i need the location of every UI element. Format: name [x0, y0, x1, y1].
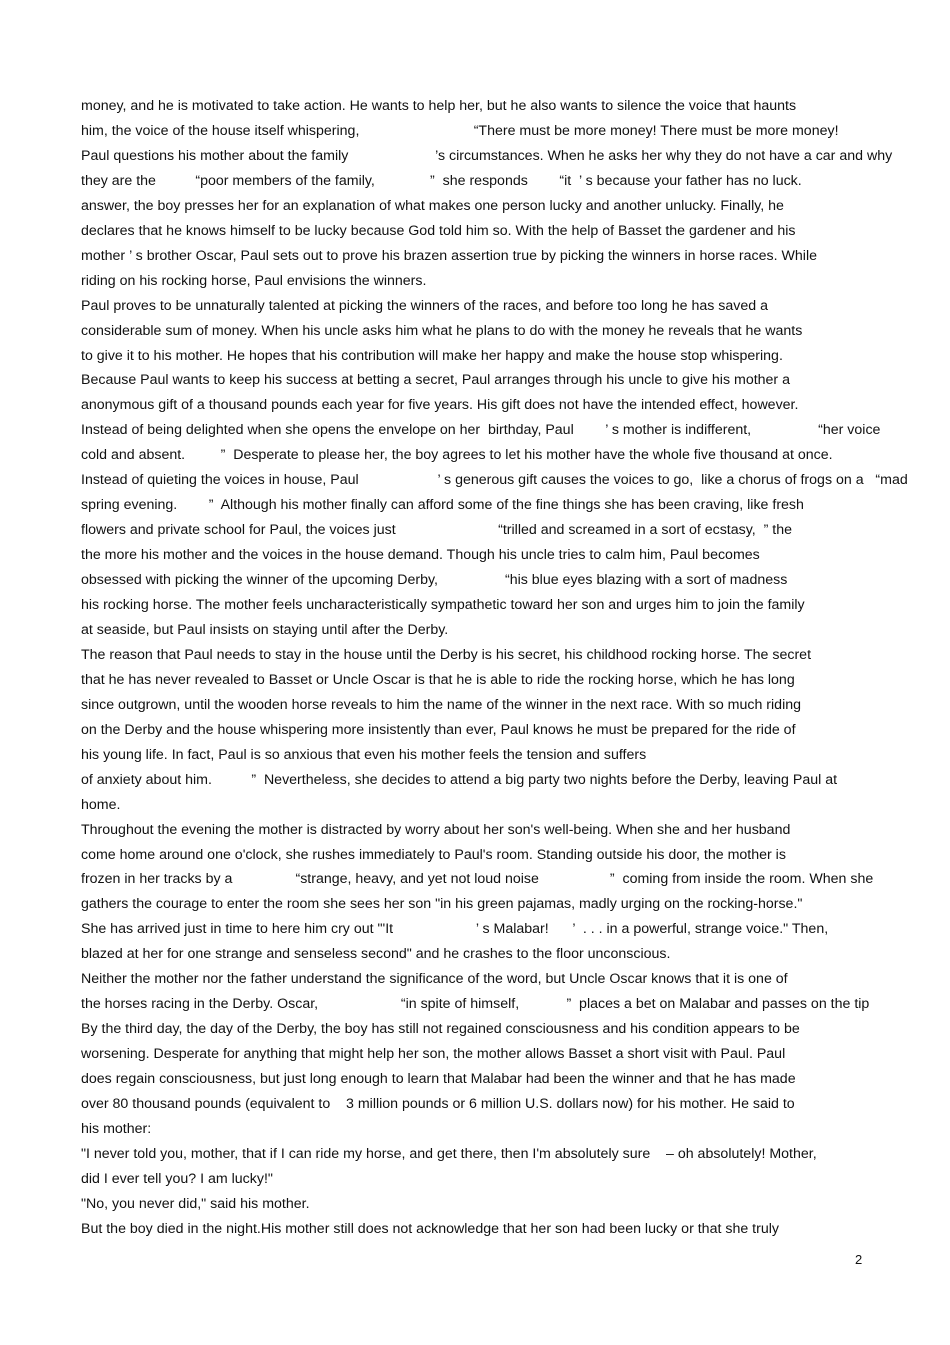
- text-line: By the third day, the day of the Derby, the boy has still not regained consciousness and his condition appears to be: [81, 1021, 800, 1038]
- text-line: did I ever tell you? I am lucky!": [81, 1170, 273, 1187]
- text-line: Because Paul wants to keep his success at betting a secret, Paul arranges through his uncle to give his mother a: [81, 372, 790, 389]
- text-line: Throughout the evening the mother is distracted by worry about her son's well-being. When she and her husband: [81, 821, 791, 838]
- text-line: at seaside, but Paul insists on staying until after the Derby.: [81, 621, 449, 638]
- text-line: does regain consciousness, but just long enough to learn that Malabar had been the winner and that he has made: [81, 1071, 796, 1088]
- text-line: "No, you never did," said his mother.: [81, 1195, 310, 1212]
- text-line: to give it to his mother. He hopes that his contribution will make her happy and make the house stop whispering.: [81, 347, 783, 364]
- text-line: anonymous gift of a thousand pounds each year for five years. His gift does not have the intended effect, however.: [81, 397, 799, 414]
- text-line: his rocking horse. The mother feels uncharacteristically sympathetic toward her son and urges him to join the family: [81, 597, 805, 613]
- text-line: over 80 thousand pounds (equivalent to 3 million pounds or 6 million U.S. dollars now) for his mother. He said to: [81, 1096, 795, 1112]
- text-line: Paul proves to be unnaturally talented at picking the winners of the races, and before too long he has saved a: [81, 297, 768, 314]
- text-line: frozen in her tracks by a “strange, heavy, and yet not loud noise ” coming from inside the room. When she: [81, 871, 874, 888]
- text-line: the more his mother and the voices in the house demand. Though his uncle tries to calm him, Paul becomes: [81, 547, 760, 564]
- text-line: Neither the mother nor the father understand the significance of the word, but Uncle Oscar knows that it is one of: [81, 971, 788, 988]
- text-line: mother ’ s brother Oscar, Paul sets out to prove his brazen assertion true by picking the winners in horse races. While: [81, 247, 817, 264]
- text-line: him, the voice of the house itself whispering, “There must be more money! There must be more money!: [81, 122, 839, 139]
- text-line: on the Derby and the house whispering more insistently than ever, Paul knows he must be prepared for the ride of: [81, 721, 796, 738]
- text-line: spring evening. ” Although his mother finally can afford some of the fine things she has been craving, like fresh: [81, 497, 804, 514]
- text-line: his young life. In fact, Paul is so anxious that even his mother feels the tension and suffers: [81, 746, 647, 763]
- text-line: worsening. Desperate for anything that might help her son, the mother allows Basset a short visit with Paul. Paul: [81, 1046, 786, 1063]
- text-line: Instead of being delighted when she opens the envelope on her birthday, Paul ’ s mother is indifferent, “her voice: [81, 422, 881, 439]
- text-line: "I never told you, mother, that if I can ride my horse, and get there, then I'm absolutely sure – oh absolutely! Mother,: [81, 1145, 817, 1162]
- text-line: She has arrived just in time to here him cry out "'It ’ s Malabar! ’ . . . in a powerful, strange voice." Then,: [81, 921, 829, 938]
- text-line: obsessed with picking the winner of the upcoming Derby, “his blue eyes blazing with a sort of madness: [81, 572, 788, 589]
- text-line: they are the “poor members of the family, ” she responds “it ’ s because your father has no luck.: [81, 172, 802, 189]
- text-line: the horses racing in the Derby. Oscar, “in spite of himself, ” places a bet on Malabar and passes on the tip: [81, 996, 870, 1013]
- text-line: riding on his rocking horse, Paul envisions the winners.: [81, 272, 427, 289]
- text-line: that he has never revealed to Basset or Uncle Oscar is that he is able to ride the rocking horse, which he has long: [81, 671, 795, 688]
- text-line: blazed at her for one strange and senseless second" and he crashes to the floor unconscious.: [81, 946, 671, 963]
- text-line: Instead of quieting the voices in house, Paul ’ s generous gift causes the voices to go, like a chorus of frogs on a “mad: [81, 472, 908, 489]
- text-line: of anxiety about him. ” Nevertheless, she decides to attend a big party two nights before the Derby, leaving Paul at: [81, 771, 838, 788]
- text-line: come home around one o'clock, she rushes immediately to Paul's room. Standing outside his door, the mother is: [81, 846, 786, 863]
- text-line: The reason that Paul needs to stay in the house until the Derby is his secret, his childhood rocking horse. The secret: [81, 646, 812, 663]
- text-line: Paul questions his mother about the family ’s circumstances. When he asks her why they do not have a car and why: [81, 147, 893, 164]
- text-line: flowers and private school for Paul, the voices just “trilled and screamed in a sort of ecstasy, ” the: [81, 522, 792, 539]
- text-line: declares that he knows himself to be lucky because God told him so. With the help of Basset the gardener and his: [81, 222, 796, 239]
- text-line: home.: [81, 796, 121, 813]
- page-number: 2: [855, 1252, 863, 1267]
- text-line: But the boy died in the night.His mother still does not acknowledge that her son had been lucky or that she truly: [81, 1220, 779, 1237]
- text-line: his mother:: [81, 1120, 152, 1137]
- text-line: answer, the boy presses her for an explanation of what makes one person lucky and another unlucky. Finally, he: [81, 197, 784, 214]
- text-line: considerable sum of money. When his uncle asks him what he plans to do with the money he reveals that he wants: [81, 322, 803, 339]
- text-line: cold and absent. ” Desperate to please her, the boy agrees to let his mother have the whole five thousand at once.: [81, 447, 833, 464]
- text-line: money, and he is motivated to take action. He wants to help her, but he also wants to silence the voice that haunts: [81, 98, 797, 114]
- text-line: gathers the courage to enter the room she sees her son "in his green pajamas, madly urging on the rocking-horse.": [81, 896, 803, 913]
- text-line: since outgrown, until the wooden horse reveals to him the name of the winner in the next race. With so much riding: [81, 696, 802, 713]
